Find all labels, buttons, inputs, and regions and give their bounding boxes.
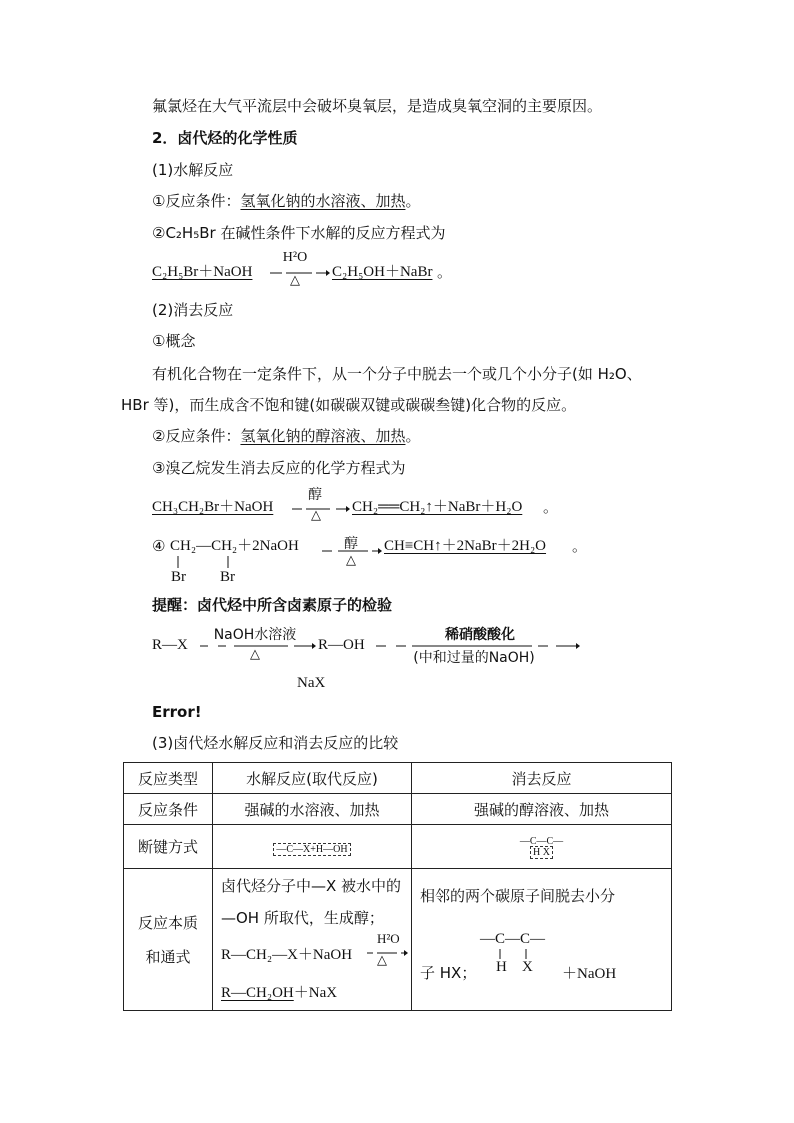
row-label-nature	[124, 869, 213, 1011]
heat-triangle-icon: △	[250, 647, 260, 662]
elimination-condition-end: 。	[405, 427, 421, 445]
elimination-eq3-right: CH₂══CH₂↑＋NaBr＋H₂O	[352, 499, 523, 515]
concept-title: ①概念	[152, 332, 196, 350]
hydrolysis-eq-condition-top: H²O	[282, 250, 308, 265]
elim-desc-line2: 子 HX；	[420, 964, 477, 982]
eq4-right: CH≡CH↑＋2NaBr＋2H₂O	[384, 538, 547, 554]
row-label-bond-break: 断键方式	[124, 825, 213, 869]
hydrolysis-condition-value: 氢氧化钠的水溶液、加热	[240, 192, 406, 210]
elimination-equation-intro: ③溴乙烷发生消去反应的化学方程式为	[152, 459, 406, 477]
concept-line-2: HBr 等)，而生成含不饱和键(如碳碳双键或碳碳叁键)化合物的反应。	[121, 396, 577, 414]
table-row-bond-break	[124, 825, 672, 869]
elim-structure: —C—C—	[480, 931, 546, 947]
row-label-nature-line1: 反应本质	[137, 913, 198, 932]
eq4-left: CH₂—CH₂＋2NaOH	[170, 538, 299, 554]
concept-line-1: 有机化合物在一定条件下，从一个分子中脱去一个或几个小分子(如 H₂O、	[152, 365, 642, 383]
intro-paragraph: 氟氯烃在大气平流层中会破坏臭氧层，是造成臭氧空洞的主要原因。	[152, 97, 603, 115]
elim-x: X	[522, 959, 533, 975]
tip-mid-roh: R—OH	[318, 637, 365, 653]
elim-h: H	[496, 959, 507, 975]
hydrolysis-condition	[152, 191, 420, 211]
hydrolysis-bond-diagram: —C—X+H—OH	[273, 843, 350, 856]
row-label-nature-line2: 和通式	[145, 947, 191, 966]
hydrolysis-condition-label: ①反应条件：	[152, 192, 241, 210]
cell-hydrolysis-conditions: 强碱的水溶液、加热	[213, 794, 412, 825]
hyd-eq-byproduct: ＋NaX	[293, 985, 338, 1001]
cell-hydrolysis-bond-break	[213, 825, 412, 869]
cell-elimination-nature	[412, 869, 672, 1011]
eq4-number: ④	[152, 537, 166, 555]
cell-elimination-bond-break	[412, 825, 672, 869]
section-title-chemical-properties: 2．卤代烃的化学性质	[152, 129, 298, 147]
header-hydrolysis: 水解反应(取代反应)	[213, 763, 412, 794]
hydrolysis-eq-end: 。	[437, 263, 453, 281]
cell-elimination-conditions: 强碱的醇溶液、加热	[412, 794, 672, 825]
hydrolysis-equation-intro: ②C₂H₅Br 在碱性条件下水解的反应方程式为	[152, 224, 446, 242]
tip-step2-condition: 稀硝酸酸化	[445, 627, 515, 643]
hydrolysis-eq-right: C₂H₅OH＋NaBr	[332, 264, 433, 280]
heat-triangle-icon: △	[377, 953, 387, 968]
tip-start-rx: R—X	[152, 637, 188, 653]
hyd-desc-line2: —OH 所取代，生成醇；	[221, 909, 384, 927]
tip-title: 提醒：卤代烃中所含卤素原子的检验	[152, 596, 393, 614]
elimination-bond-diagram-top: —C—C—	[519, 835, 564, 847]
hyd-eq-result	[221, 981, 337, 1002]
cell-hydrolysis-nature	[213, 869, 412, 1011]
comparison-table	[123, 762, 672, 1011]
eq3-condition-alcohol: 醇	[308, 487, 322, 503]
heat-triangle-icon: △	[311, 508, 321, 523]
elimination-condition	[152, 426, 420, 446]
tip-nax: NaX	[297, 675, 326, 691]
elimination-eq3-end: 。	[543, 498, 559, 516]
tip-step2-note: (中和过量的NaOH)	[413, 650, 535, 666]
hydrolysis-condition-end: 。	[405, 192, 421, 210]
eq4-br-2: Br	[220, 569, 235, 585]
eq4-condition-alcohol: 醇	[344, 536, 358, 552]
hydrolysis-eq-left: C₂H₅Br＋NaOH	[152, 264, 253, 280]
compare-title: (3)卤代烃水解反应和消去反应的比较	[152, 734, 399, 752]
hyd-eq-left: R—CH₂—X＋NaOH	[221, 947, 353, 963]
error-text: Error!	[152, 703, 202, 721]
hyd-eq-condition: H²O	[377, 931, 400, 946]
elimination-eq3-left: CH₃CH₂Br＋NaOH	[152, 499, 274, 515]
eq4-end: 。	[572, 537, 588, 555]
hyd-desc-line1: 卤代烃分子中—X 被水中的	[221, 877, 402, 895]
table-row-nature	[124, 869, 672, 1011]
elimination-bond-diagram-bottom: H X	[530, 846, 553, 859]
table-header-row	[124, 763, 672, 794]
eq4-br-1: Br	[171, 569, 186, 585]
elimination-condition-label: ②反应条件：	[152, 427, 241, 445]
elimination-title: (2)消去反应	[152, 301, 234, 319]
heat-triangle-icon: △	[346, 553, 356, 568]
hyd-eq-arrow	[365, 950, 409, 958]
tip-step1-condition: NaOH水溶液	[213, 627, 297, 643]
header-elimination: 消去反应	[412, 763, 672, 794]
header-reaction-type: 反应类型	[124, 763, 213, 794]
table-row-conditions	[124, 794, 672, 825]
row-label-conditions: 反应条件	[124, 794, 213, 825]
heat-triangle-icon: △	[290, 273, 300, 288]
elimination-condition-value: 氢氧化钠的醇溶液、加热	[240, 427, 406, 445]
elim-naoh: ＋NaOH	[562, 966, 617, 982]
elim-desc-line1: 相邻的两个碳原子间脱去小分	[420, 887, 616, 905]
hyd-eq-product: R—CH₂OH	[221, 985, 294, 1001]
hydrolysis-title: (1)水解反应	[152, 161, 234, 179]
